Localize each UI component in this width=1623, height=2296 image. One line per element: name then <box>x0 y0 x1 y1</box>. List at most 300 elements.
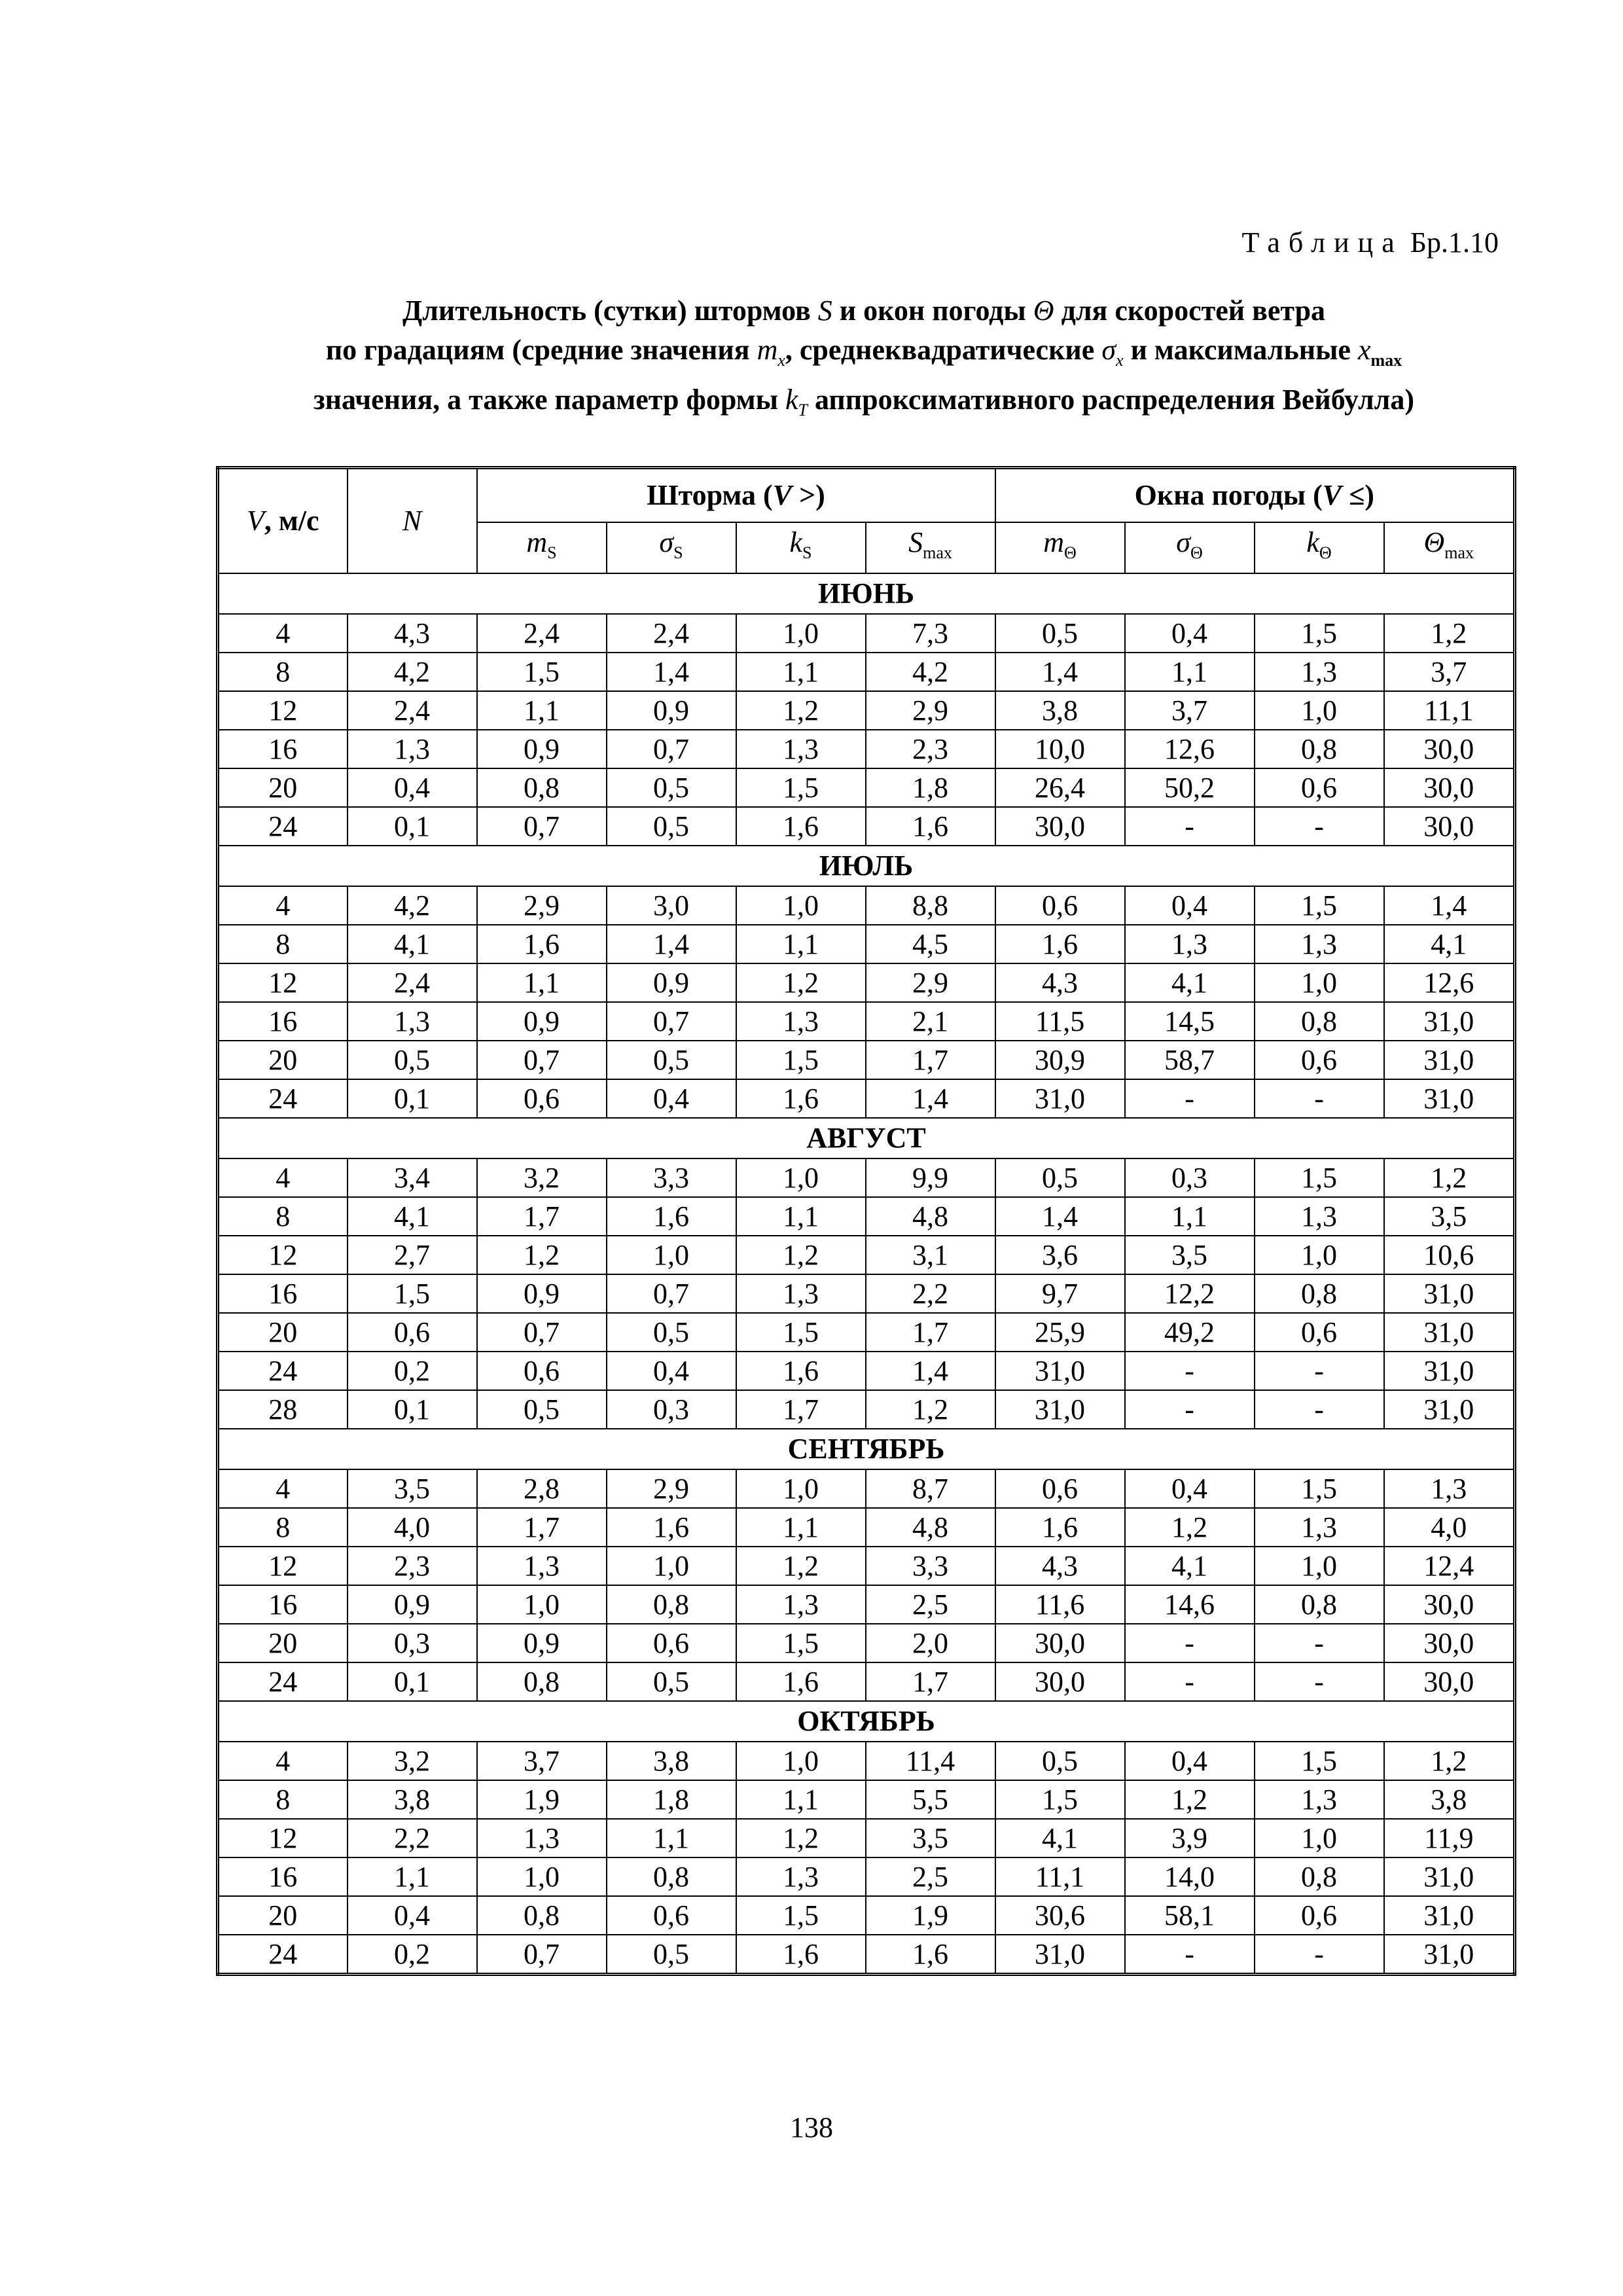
table-cell: 0,8 <box>607 1857 736 1896</box>
table-cell: 1,6 <box>995 925 1125 963</box>
header-col-4: $m_\Theta$ <box>995 522 1125 573</box>
table-cell: 24 <box>218 1079 348 1118</box>
table-cell: 0,5 <box>995 614 1125 653</box>
table-cell: 0,6 <box>607 1896 736 1935</box>
table-cell: 1,3 <box>477 1547 607 1585</box>
table-cell: 0,7 <box>477 807 607 846</box>
table-cell: 31,0 <box>1384 1313 1515 1352</box>
table-cell: 8 <box>218 653 348 691</box>
table-cell: 0,6 <box>1255 768 1384 807</box>
table-cell: 3,8 <box>607 1742 736 1780</box>
table-cell: 14,6 <box>1125 1585 1255 1624</box>
table-cell: 0,6 <box>477 1352 607 1390</box>
month-name: СЕНТЯБРЬ <box>218 1429 1515 1469</box>
table-cell: 2,4 <box>477 614 607 653</box>
table-cell: 31,0 <box>1384 1390 1515 1429</box>
table-cell: 11,6 <box>995 1585 1125 1624</box>
table-cell: 1,3 <box>477 1819 607 1857</box>
table-cell: 11,1 <box>995 1857 1125 1896</box>
table-cell: 3,7 <box>1384 653 1515 691</box>
header-col-5: $\sigma_\Theta$ <box>1125 522 1255 573</box>
table-cell: 1,1 <box>348 1857 477 1896</box>
table-cell: 4,3 <box>995 1547 1125 1585</box>
table-cell: 24 <box>218 1662 348 1701</box>
table-cell: 9,7 <box>995 1274 1125 1313</box>
table-cell: 11,5 <box>995 1002 1125 1041</box>
table-cell: 8 <box>218 1197 348 1236</box>
table-cell: 20 <box>218 1041 348 1079</box>
table-cell: 3,5 <box>866 1819 995 1857</box>
caption-text: и окон погоды <box>832 295 1033 327</box>
table-cell: 30,0 <box>995 1624 1125 1662</box>
table-cell: 0,6 <box>995 886 1125 925</box>
table-cell: 1,3 <box>348 1002 477 1041</box>
table-cell: 0,8 <box>477 768 607 807</box>
table-cell: 30,0 <box>1384 807 1515 846</box>
table-cell: 1,7 <box>736 1390 866 1429</box>
table-cell: 1,6 <box>866 807 995 846</box>
table-cell: 16 <box>218 1857 348 1896</box>
table-cell: 2,3 <box>866 730 995 768</box>
caption-sub: T <box>798 400 808 420</box>
table-cell: 10,0 <box>995 730 1125 768</box>
table-row <box>218 1819 1515 1857</box>
table-cell: 1,6 <box>607 1197 736 1236</box>
table-cell: 3,8 <box>995 691 1125 730</box>
table-cell: 31,0 <box>1384 1935 1515 1975</box>
table-cell: 0,6 <box>995 1469 1125 1508</box>
table-cell: 8 <box>218 1780 348 1819</box>
table-cell: 14,0 <box>1125 1857 1255 1896</box>
table-cell: 1,4 <box>995 653 1125 691</box>
table-cell: 1,2 <box>1384 614 1515 653</box>
month-name: ИЮНЬ <box>218 573 1515 614</box>
table-cell: 1,9 <box>477 1780 607 1819</box>
table-cell: 4 <box>218 1469 348 1508</box>
table-cell: 24 <box>218 1935 348 1975</box>
table-row <box>218 1469 1515 1508</box>
table-cell: 2,8 <box>477 1469 607 1508</box>
table-cell: 1,7 <box>477 1197 607 1236</box>
table-cell: 58,7 <box>1125 1041 1255 1079</box>
table-cell: 11,4 <box>866 1742 995 1780</box>
table-cell: 0,8 <box>477 1896 607 1935</box>
table-cell: 0,2 <box>348 1935 477 1975</box>
table-cell: 1,1 <box>477 691 607 730</box>
table-cell: 30,0 <box>995 1662 1125 1701</box>
table-cell: 1,3 <box>736 1585 866 1624</box>
table-cell: 1,7 <box>866 1662 995 1701</box>
table-code: Бр.1.10 <box>1410 226 1499 259</box>
month-name: ИЮЛЬ <box>218 846 1515 886</box>
table-cell: 4,3 <box>348 614 477 653</box>
table-cell: 0,4 <box>1125 614 1255 653</box>
table-cell: 0,1 <box>348 1390 477 1429</box>
table-cell: 1,8 <box>866 768 995 807</box>
table-cell: 30,0 <box>995 807 1125 846</box>
table-cell: 4,8 <box>866 1197 995 1236</box>
table-cell: 1,2 <box>477 1236 607 1274</box>
table-cell: 1,3 <box>736 1274 866 1313</box>
month-row <box>218 846 1515 886</box>
table-cell: 3,9 <box>1125 1819 1255 1857</box>
table-cell: 1,5 <box>736 1624 866 1662</box>
table-cell: 3,3 <box>866 1547 995 1585</box>
table-caption <box>216 291 1512 430</box>
table-cell: 2,9 <box>477 886 607 925</box>
table-cell: 1,5 <box>736 768 866 807</box>
table-cell: 25,9 <box>995 1313 1125 1352</box>
table-cell: - <box>1125 1352 1255 1390</box>
table-cell: - <box>1255 1935 1384 1975</box>
table-row <box>218 963 1515 1002</box>
table-row <box>218 1041 1515 1079</box>
caption-sub: x <box>777 350 785 370</box>
table-row <box>218 1624 1515 1662</box>
table-cell: 1,1 <box>1125 653 1255 691</box>
table-cell: 0,6 <box>348 1313 477 1352</box>
table-cell: 0,4 <box>1125 1469 1255 1508</box>
table-cell: - <box>1255 1079 1384 1118</box>
table-cell: 0,9 <box>348 1585 477 1624</box>
table-cell: 2,9 <box>866 691 995 730</box>
table-cell: 1,0 <box>477 1857 607 1896</box>
table-cell: 4,0 <box>348 1508 477 1547</box>
table-cell: 1,7 <box>866 1041 995 1079</box>
table-cell: 2,9 <box>607 1469 736 1508</box>
table-cell: 4 <box>218 886 348 925</box>
table-row <box>218 1352 1515 1390</box>
table-cell: 4,1 <box>348 1197 477 1236</box>
table-row <box>218 1236 1515 1274</box>
table-cell: 24 <box>218 807 348 846</box>
table-cell: 5,5 <box>866 1780 995 1819</box>
table-cell: 1,0 <box>736 614 866 653</box>
table-row <box>218 614 1515 653</box>
table-cell: 0,5 <box>607 768 736 807</box>
month-row <box>218 1118 1515 1158</box>
table-cell: 2,7 <box>348 1236 477 1274</box>
header-col-0: $m_S$ <box>477 522 607 573</box>
table-cell: 3,6 <box>995 1236 1125 1274</box>
caption-var-s: S <box>817 295 832 327</box>
table-cell: - <box>1125 1624 1255 1662</box>
caption-var-sx: σ <box>1101 334 1116 366</box>
table-cell: 1,2 <box>1384 1158 1515 1197</box>
table-cell: 0,9 <box>607 963 736 1002</box>
table-cell: - <box>1255 1624 1384 1662</box>
table-cell: 0,1 <box>348 1079 477 1118</box>
table-cell: 31,0 <box>1384 1896 1515 1935</box>
caption-sub: x <box>1116 350 1124 370</box>
caption-text: и максимальные <box>1123 334 1358 366</box>
table-cell: 1,5 <box>1255 886 1384 925</box>
table-row <box>218 653 1515 691</box>
table-cell: 12 <box>218 1547 348 1585</box>
table-cell: 12 <box>218 1819 348 1857</box>
table-cell: 1,5 <box>736 1041 866 1079</box>
table-cell: 1,1 <box>477 963 607 1002</box>
table-cell: 1,6 <box>736 1352 866 1390</box>
table-cell: 12 <box>218 691 348 730</box>
table-cell: 31,0 <box>995 1352 1125 1390</box>
table-cell: 7,3 <box>866 614 995 653</box>
table-cell: 1,2 <box>1384 1742 1515 1780</box>
table-cell: 3,2 <box>348 1742 477 1780</box>
table-cell: 2,5 <box>866 1857 995 1896</box>
table-cell: 1,0 <box>477 1585 607 1624</box>
table-cell: 4,1 <box>1125 1547 1255 1585</box>
caption-var-xmax: x <box>1357 334 1371 366</box>
table-cell: 1,6 <box>736 1079 866 1118</box>
table-number-label <box>1242 226 1499 259</box>
table-cell: 30,0 <box>1384 730 1515 768</box>
table-cell: 0,8 <box>607 1585 736 1624</box>
caption-var-kt: k <box>785 383 798 416</box>
caption-var-theta: Θ <box>1033 295 1054 327</box>
table-cell: 16 <box>218 1585 348 1624</box>
table-cell: 30,0 <box>1384 768 1515 807</box>
table-cell: 1,5 <box>736 1896 866 1935</box>
table-cell: 1,4 <box>607 653 736 691</box>
table-cell: 1,1 <box>736 1780 866 1819</box>
table-cell: 2,3 <box>348 1547 477 1585</box>
table-cell: 0,7 <box>477 1041 607 1079</box>
table-cell: 0,8 <box>1255 1274 1384 1313</box>
table-cell: 1,7 <box>866 1313 995 1352</box>
table-cell: 4,2 <box>348 653 477 691</box>
table-cell: 3,1 <box>866 1236 995 1274</box>
table-cell: 14,5 <box>1125 1002 1255 1041</box>
caption-line-1 <box>216 291 1512 331</box>
table-cell: 1,5 <box>1255 1742 1384 1780</box>
table-cell: 1,3 <box>1255 653 1384 691</box>
table-cell: 0,3 <box>348 1624 477 1662</box>
table-cell: 3,7 <box>1125 691 1255 730</box>
month-row <box>218 1429 1515 1469</box>
table-cell: - <box>1255 1390 1384 1429</box>
table-cell: 4,1 <box>348 925 477 963</box>
table-cell: 1,1 <box>736 653 866 691</box>
table-cell: 26,4 <box>995 768 1125 807</box>
caption-text: аппроксимативного распределения Вейбулла) <box>808 383 1414 416</box>
table-cell: 31,0 <box>995 1935 1125 1975</box>
table-cell: 0,4 <box>607 1079 736 1118</box>
table-cell: 8 <box>218 1508 348 1547</box>
table-cell: 2,4 <box>348 691 477 730</box>
table-cell: 1,7 <box>477 1508 607 1547</box>
table-row <box>218 1935 1515 1975</box>
table-cell: 2,4 <box>607 614 736 653</box>
table-cell: 0,5 <box>607 1041 736 1079</box>
table-cell: - <box>1255 1352 1384 1390</box>
table-row <box>218 1547 1515 1585</box>
table-cell: 1,0 <box>607 1547 736 1585</box>
table-row <box>218 1508 1515 1547</box>
table-row <box>218 1002 1515 1041</box>
table-cell: 0,5 <box>607 1662 736 1701</box>
table-cell: 4,0 <box>1384 1508 1515 1547</box>
table-cell: 0,5 <box>477 1390 607 1429</box>
table-cell: 49,2 <box>1125 1313 1255 1352</box>
table-cell: 0,2 <box>348 1352 477 1390</box>
table-cell: 1,4 <box>607 925 736 963</box>
table-cell: 1,1 <box>736 1508 866 1547</box>
table-cell: 30,9 <box>995 1041 1125 1079</box>
header-v: V, м/с <box>218 468 348 574</box>
table-row <box>218 886 1515 925</box>
header-storms: Шторма (V >) <box>477 468 995 523</box>
table-cell: 1,6 <box>866 1935 995 1975</box>
table-cell: 1,4 <box>995 1197 1125 1236</box>
table-cell: 4 <box>218 1742 348 1780</box>
table-cell: 4,1 <box>995 1819 1125 1857</box>
table-cell: 1,0 <box>1255 1819 1384 1857</box>
table-cell: 0,4 <box>1125 1742 1255 1780</box>
table-cell: 1,3 <box>736 1857 866 1896</box>
table-cell: 0,5 <box>607 1313 736 1352</box>
month-name: АВГУСТ <box>218 1118 1515 1158</box>
caption-text: по градациям (средние значения <box>325 334 757 366</box>
table-cell: 2,2 <box>866 1274 995 1313</box>
header-weather-windows: Окна погоды (V ≤) <box>995 468 1515 523</box>
table-cell: 1,1 <box>607 1819 736 1857</box>
table-cell: 9,9 <box>866 1158 995 1197</box>
header-col-6: $k_\Theta$ <box>1255 522 1384 573</box>
month-row <box>218 573 1515 614</box>
table-cell: 0,6 <box>1255 1313 1384 1352</box>
table-row <box>218 1780 1515 1819</box>
header-col-3: $S_{max}$ <box>866 522 995 573</box>
header-n: N <box>348 468 477 574</box>
table-cell: 0,4 <box>607 1352 736 1390</box>
table-cell: 8 <box>218 925 348 963</box>
table-cell: 4,3 <box>995 963 1125 1002</box>
table-row <box>218 807 1515 846</box>
table-cell: 1,0 <box>1255 963 1384 1002</box>
table-cell: 58,1 <box>1125 1896 1255 1935</box>
header-col-7: $\Theta_{max}$ <box>1384 522 1515 573</box>
table-cell: 0,4 <box>348 768 477 807</box>
header-col-1: $\sigma_S$ <box>607 522 736 573</box>
table-cell: 0,6 <box>477 1079 607 1118</box>
table-cell: 11,9 <box>1384 1819 1515 1857</box>
table-cell: 1,5 <box>736 1313 866 1352</box>
table-cell: - <box>1125 1079 1255 1118</box>
table-cell: 50,2 <box>1125 768 1255 807</box>
table-cell: 31,0 <box>995 1390 1125 1429</box>
table-cell: 0,9 <box>477 1274 607 1313</box>
table-word: Таблица <box>1241 226 1403 259</box>
table-cell: 1,0 <box>1255 1547 1384 1585</box>
table-cell: 3,8 <box>1384 1780 1515 1819</box>
table-cell: 12,6 <box>1125 730 1255 768</box>
table-cell: 1,3 <box>348 730 477 768</box>
table-cell: 0,6 <box>607 1624 736 1662</box>
table-cell: - <box>1255 807 1384 846</box>
caption-text: , среднеквадратические <box>785 334 1102 366</box>
table-cell: 0,5 <box>995 1158 1125 1197</box>
table-row <box>218 691 1515 730</box>
table-cell: 20 <box>218 1624 348 1662</box>
table-row <box>218 925 1515 963</box>
table-cell: 3,5 <box>1384 1197 1515 1236</box>
table-row <box>218 1742 1515 1780</box>
caption-text: Длительность (сутки) штормов <box>402 295 818 327</box>
table-cell: 3,0 <box>607 886 736 925</box>
table-cell: 1,6 <box>736 1935 866 1975</box>
table-cell: 1,2 <box>736 691 866 730</box>
table-cell: 1,9 <box>866 1896 995 1935</box>
table-cell: - <box>1125 1390 1255 1429</box>
table-cell: 31,0 <box>1384 1857 1515 1896</box>
table-cell: 4,2 <box>348 886 477 925</box>
table-cell: 0,4 <box>348 1896 477 1935</box>
table-cell: 1,8 <box>607 1780 736 1819</box>
table-cell: 0,5 <box>348 1041 477 1079</box>
table-cell: 24 <box>218 1352 348 1390</box>
table-cell: 16 <box>218 730 348 768</box>
table-cell: 2,5 <box>866 1585 995 1624</box>
table-cell: 3,4 <box>348 1158 477 1197</box>
table-cell: 30,0 <box>1384 1624 1515 1662</box>
table-cell: 1,0 <box>736 886 866 925</box>
table-row <box>218 1274 1515 1313</box>
table-cell: 1,2 <box>736 1547 866 1585</box>
caption-sub: max <box>1370 350 1402 370</box>
table-cell: 1,3 <box>736 1002 866 1041</box>
table-cell: 31,0 <box>995 1079 1125 1118</box>
table-cell: 1,3 <box>1255 1508 1384 1547</box>
table-cell: 31,0 <box>1384 1274 1515 1313</box>
table-cell: 4,8 <box>866 1508 995 1547</box>
table-cell: 1,2 <box>736 963 866 1002</box>
table-cell: 4,2 <box>866 653 995 691</box>
table-cell: 0,7 <box>477 1313 607 1352</box>
table-cell: 16 <box>218 1274 348 1313</box>
table-cell: 0,1 <box>348 807 477 846</box>
table-row <box>218 1313 1515 1352</box>
table-cell: 1,6 <box>607 1508 736 1547</box>
table-cell: 0,9 <box>477 1624 607 1662</box>
caption-line-3 <box>216 380 1512 430</box>
table-cell: 0,3 <box>1125 1158 1255 1197</box>
table-cell: 31,0 <box>1384 1352 1515 1390</box>
table-cell: 31,0 <box>1384 1079 1515 1118</box>
table-cell: 12 <box>218 1236 348 1274</box>
caption-text: для скоростей ветра <box>1054 295 1326 327</box>
table-cell: 0,5 <box>607 807 736 846</box>
table-row <box>218 768 1515 807</box>
table-cell: 1,2 <box>1125 1780 1255 1819</box>
table-cell: 0,8 <box>1255 1585 1384 1624</box>
table-cell: 30,0 <box>1384 1585 1515 1624</box>
table-cell: 1,5 <box>477 653 607 691</box>
table-cell: 4 <box>218 614 348 653</box>
page-number: 138 <box>790 2111 833 2144</box>
table-cell: 16 <box>218 1002 348 1041</box>
table-cell: 2,9 <box>866 963 995 1002</box>
table-cell: 3,7 <box>477 1742 607 1780</box>
storms-weather-table <box>216 466 1516 1976</box>
table-cell: 3,8 <box>348 1780 477 1819</box>
table-cell: 1,3 <box>736 730 866 768</box>
table-cell: 1,1 <box>736 925 866 963</box>
table-cell: 0,7 <box>607 730 736 768</box>
table-row <box>218 1390 1515 1429</box>
table-cell: 1,3 <box>1125 925 1255 963</box>
table-cell: 11,1 <box>1384 691 1515 730</box>
